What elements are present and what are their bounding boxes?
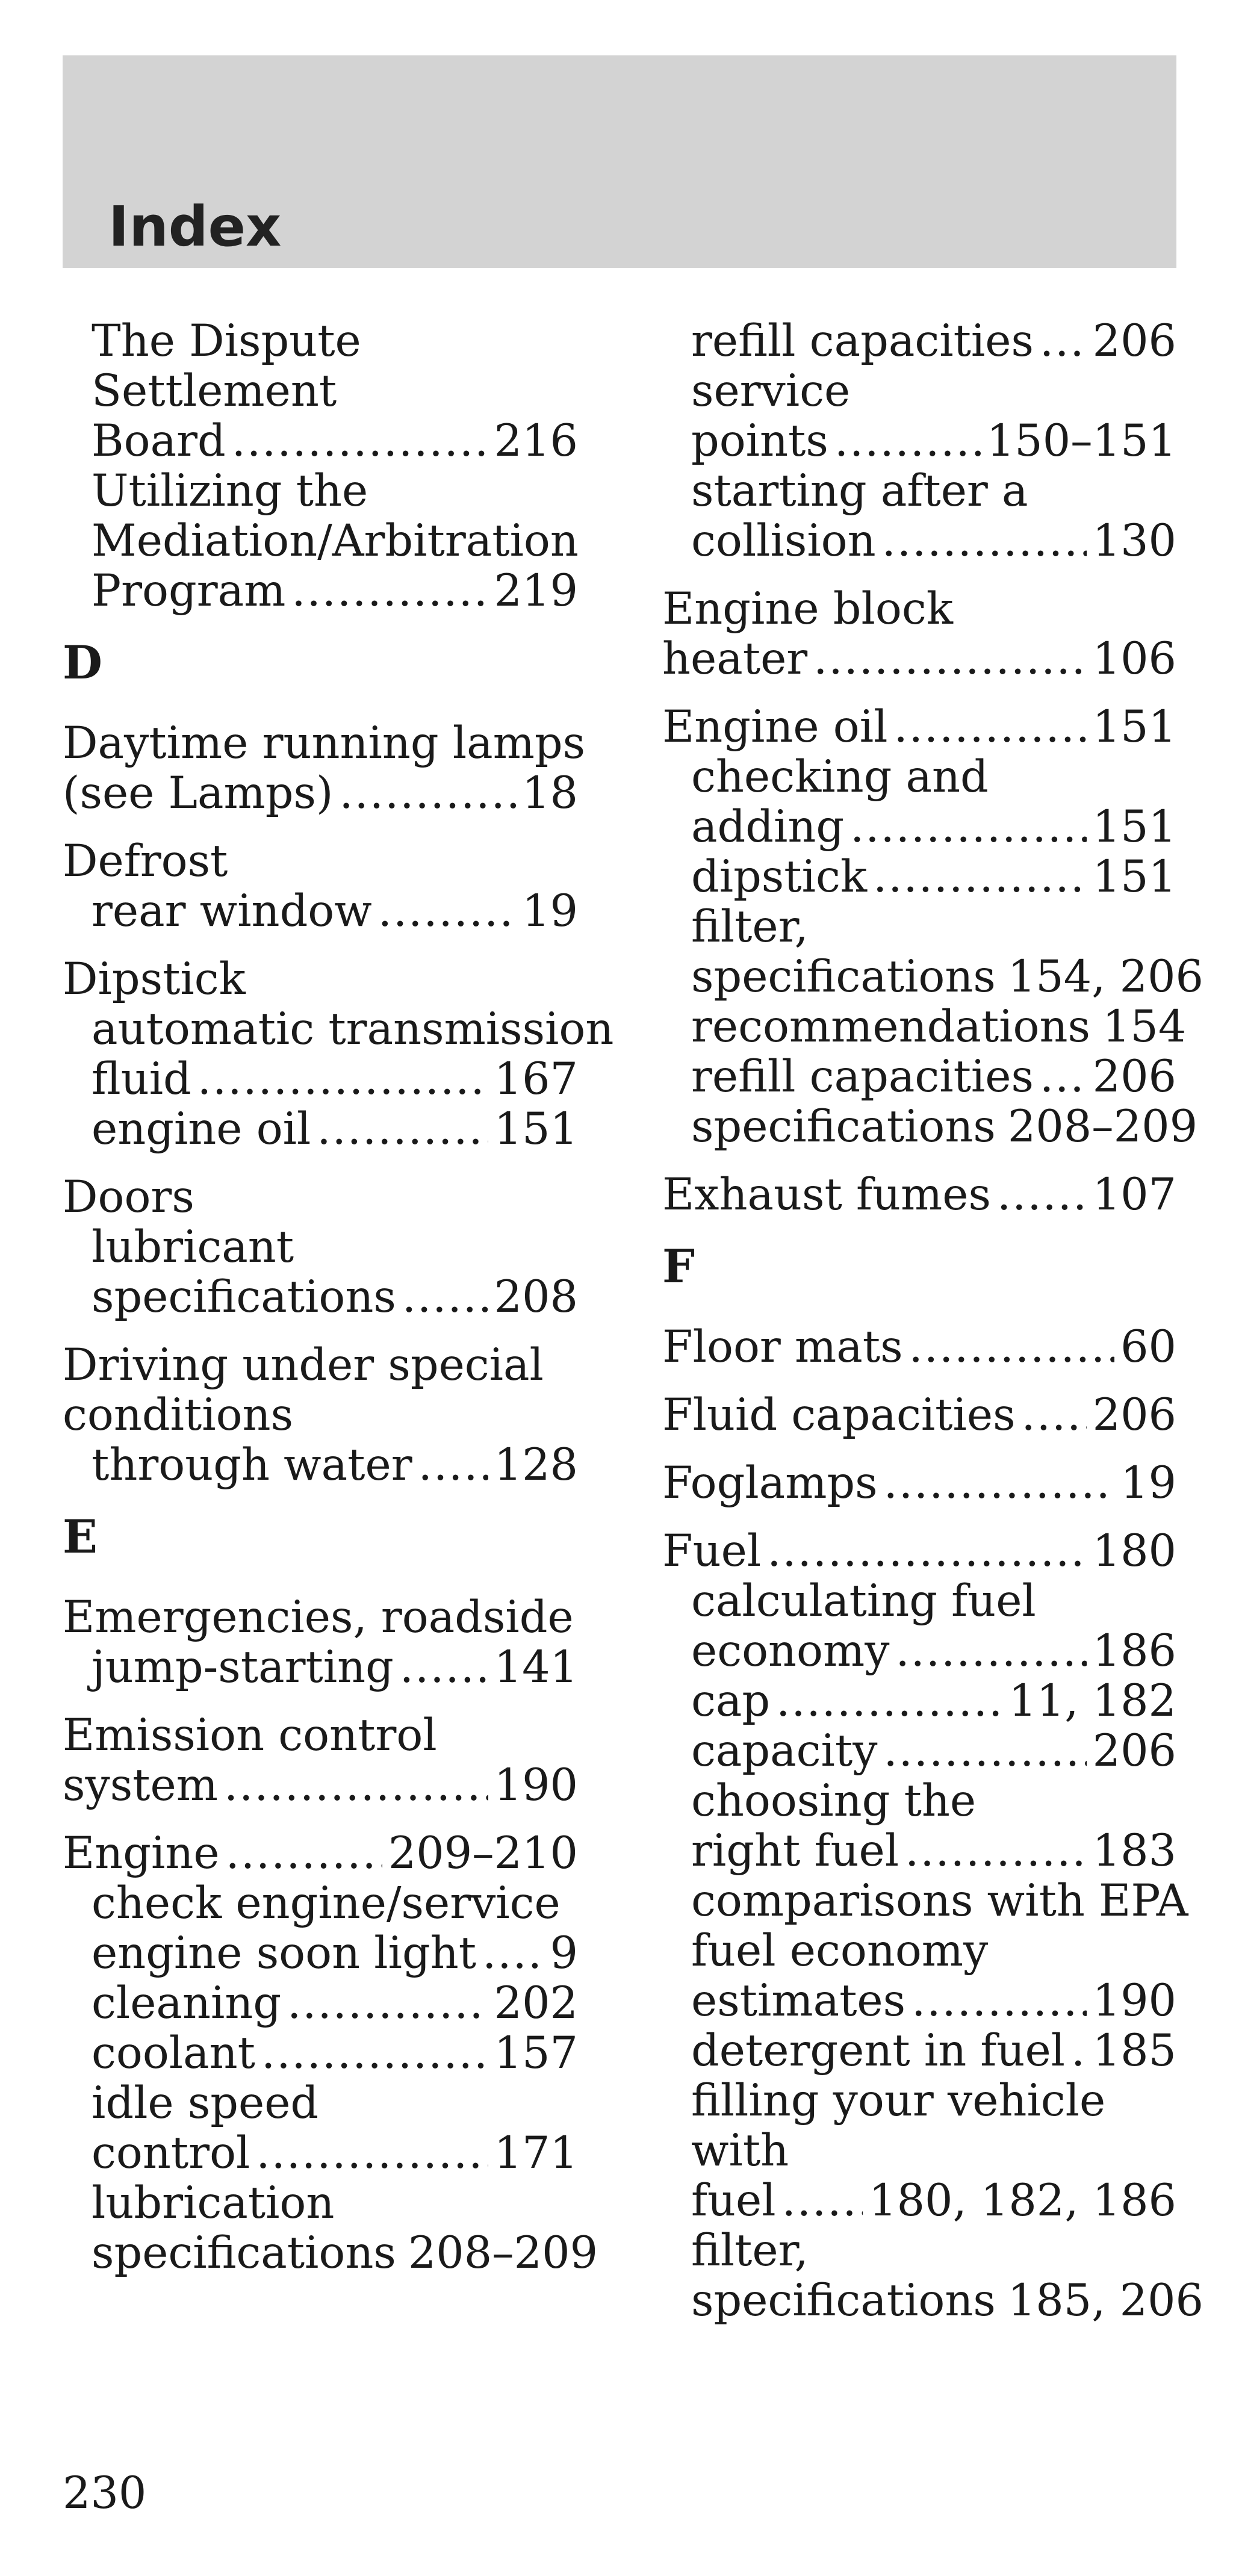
entry-text: lubrication bbox=[92, 2177, 335, 2229]
page-reference: 208 bbox=[494, 1271, 578, 1323]
dot-leader bbox=[1071, 2026, 1087, 2076]
dot-leader bbox=[402, 1272, 488, 1322]
entry-text: Program bbox=[92, 565, 286, 616]
dot-leader bbox=[895, 1626, 1086, 1676]
index-subentry-line bbox=[63, 1272, 578, 1322]
entry-text: refill capacities bbox=[691, 315, 1034, 367]
index-entry-line bbox=[63, 1592, 578, 1642]
entry-spacer bbox=[662, 1152, 1176, 1170]
dot-leader bbox=[882, 516, 1087, 566]
index-entry-line bbox=[63, 1340, 578, 1390]
entry-text: right fuel bbox=[691, 1825, 899, 1876]
entry-text: Doors bbox=[63, 1172, 194, 1223]
page-reference: 208–209 bbox=[408, 2227, 598, 2279]
dot-leader bbox=[232, 416, 488, 466]
dot-leader bbox=[909, 1322, 1115, 1372]
page-reference: 9 bbox=[550, 1928, 578, 1979]
index-subentry-line bbox=[63, 1222, 578, 1272]
index-entry-line bbox=[63, 1172, 578, 1222]
section-letter: F bbox=[662, 1240, 695, 1293]
entry-text: comparisons with EPA bbox=[691, 1875, 1188, 1926]
page-reference: 19 bbox=[522, 886, 578, 937]
index-entry bbox=[63, 718, 586, 819]
page-reference: 128 bbox=[494, 1439, 578, 1491]
page-reference: 11, 182 bbox=[1008, 1675, 1176, 1727]
page-reference: 154, 206 bbox=[1007, 951, 1203, 1002]
index-entry-line bbox=[63, 1760, 578, 1810]
index-subentry-line bbox=[662, 366, 1176, 416]
index-entry bbox=[63, 316, 578, 616]
page-reference: 206 bbox=[1092, 1389, 1176, 1441]
index-subentry-line bbox=[662, 1726, 1176, 1776]
index-entry bbox=[662, 584, 1176, 684]
entry-text: Driving under special bbox=[63, 1339, 544, 1391]
page-title: Index bbox=[108, 194, 282, 259]
entry-text: filling your vehicle bbox=[691, 2075, 1106, 2126]
page-reference: 107 bbox=[1092, 1169, 1176, 1220]
dot-leader bbox=[378, 886, 516, 936]
entry-text: estimates bbox=[691, 1975, 906, 2026]
dot-leader bbox=[767, 1526, 1086, 1576]
page-reference: 190 bbox=[1092, 1975, 1176, 2026]
index-subentry-line bbox=[662, 2026, 1176, 2076]
entry-text: Fluid capacities bbox=[662, 1389, 1016, 1441]
index-entry bbox=[662, 1322, 1176, 1372]
entry-text: Foglamps bbox=[662, 1457, 878, 1509]
entry-text: Floor mats bbox=[662, 1321, 903, 1373]
index-entry-line bbox=[63, 1828, 578, 1878]
index-subentry-line bbox=[662, 2226, 1176, 2276]
entry-spacer bbox=[63, 818, 578, 836]
index-subentry-line bbox=[662, 316, 1176, 366]
entry-text: refill capacities bbox=[691, 1051, 1034, 1102]
index-entry bbox=[63, 1710, 578, 1810]
entry-text: The Dispute bbox=[92, 315, 361, 367]
page-reference: 186 bbox=[1092, 1625, 1176, 1677]
index-subentry-line bbox=[63, 416, 578, 466]
dot-leader bbox=[776, 1676, 1002, 1726]
index-subentry-line bbox=[662, 951, 1203, 1002]
index-entry bbox=[662, 1525, 1203, 2326]
page-number: 230 bbox=[63, 2468, 147, 2519]
dot-leader bbox=[1040, 1052, 1087, 1102]
dot-leader bbox=[834, 416, 981, 466]
entry-text: Emission control bbox=[63, 1710, 437, 1761]
page-reference: 154 bbox=[1102, 1001, 1187, 1052]
entry-text: jump-starting bbox=[92, 1642, 394, 1693]
entry-text: capacity bbox=[691, 1725, 878, 1777]
page-reference: 202 bbox=[494, 1978, 578, 2029]
index-subentry-line bbox=[662, 466, 1176, 516]
entry-spacer bbox=[63, 1322, 578, 1340]
page-reference: 141 bbox=[494, 1642, 578, 1693]
index-entry-line bbox=[63, 954, 578, 1004]
index-entry-line bbox=[662, 1322, 1176, 1372]
entry-text: conditions bbox=[63, 1389, 294, 1441]
entry-text: specifications bbox=[92, 2227, 396, 2279]
dot-leader bbox=[400, 1642, 488, 1692]
index-entry bbox=[63, 1340, 578, 1490]
entry-text: with bbox=[691, 2125, 789, 2176]
index-subentry-line bbox=[63, 2078, 578, 2128]
index-entry bbox=[662, 701, 1203, 1152]
dot-leader bbox=[261, 2028, 488, 2078]
dot-leader bbox=[997, 1170, 1087, 1220]
index-subentry-line bbox=[63, 1004, 614, 1055]
page-reference: 151 bbox=[1092, 851, 1176, 902]
entry-text: Dipstick bbox=[63, 954, 246, 1005]
entry-text: check engine/service bbox=[92, 1878, 561, 1929]
entry-spacer bbox=[63, 1692, 578, 1710]
index-subentry-line bbox=[63, 2028, 578, 2078]
entry-spacer bbox=[662, 1372, 1176, 1390]
dot-leader bbox=[418, 1440, 488, 1490]
index-subentry-line bbox=[63, 1642, 578, 1692]
entry-text: service bbox=[691, 365, 851, 417]
entry-text: starting after a bbox=[691, 465, 1028, 517]
index-entry-line bbox=[662, 584, 1176, 634]
index-subentry-line bbox=[662, 1826, 1176, 1876]
index-subentry-line bbox=[662, 852, 1176, 902]
page-reference: 171 bbox=[494, 2128, 578, 2179]
page-reference: 151 bbox=[1092, 801, 1176, 852]
entry-text: cap bbox=[691, 1675, 771, 1727]
entry-text: specifications bbox=[92, 1271, 396, 1323]
index-entry bbox=[63, 1828, 598, 2279]
dot-leader bbox=[782, 2176, 863, 2226]
index-entry bbox=[63, 836, 578, 936]
page-reference: 151 bbox=[494, 1103, 578, 1155]
index-entry bbox=[63, 1172, 578, 1322]
page-reference: 206 bbox=[1092, 315, 1176, 367]
dot-leader bbox=[912, 1976, 1087, 2026]
entry-text: through water bbox=[92, 1439, 412, 1491]
entry-text: filter, bbox=[691, 901, 809, 952]
dot-leader bbox=[256, 2128, 488, 2178]
entry-text: Mediation/Arbitration bbox=[92, 515, 579, 566]
entry-text: Fuel bbox=[662, 1525, 762, 1577]
entry-text: recommendations bbox=[691, 1001, 1090, 1052]
index-column-left bbox=[63, 315, 614, 2279]
page-reference: 208–209 bbox=[1007, 1101, 1198, 1152]
index-subentry-line bbox=[662, 2126, 1176, 2176]
page-reference: 206 bbox=[1092, 1725, 1176, 1777]
entry-text: (see Lamps) bbox=[63, 768, 334, 819]
page-reference: 19 bbox=[1120, 1457, 1176, 1509]
entry-text: specifications bbox=[691, 2275, 996, 2326]
page-reference: 151 bbox=[1092, 701, 1176, 753]
index-subentry-line bbox=[662, 1926, 1176, 1976]
section-letter: E bbox=[63, 1510, 98, 1563]
index-subentry-line bbox=[662, 516, 1176, 566]
index-subentry-line bbox=[63, 1878, 578, 1928]
dot-leader bbox=[317, 1104, 488, 1154]
dot-leader bbox=[339, 768, 516, 818]
dot-leader bbox=[226, 1828, 382, 1878]
entry-text: fluid bbox=[92, 1054, 191, 1105]
index-subentry-line bbox=[63, 1054, 578, 1104]
entry-text: Defrost bbox=[63, 836, 228, 887]
entry-text: Emergencies, roadside bbox=[63, 1592, 574, 1643]
index-entry-line bbox=[63, 718, 586, 769]
page-reference: 183 bbox=[1092, 1825, 1176, 1876]
dot-leader bbox=[1040, 316, 1087, 366]
entry-text: coolant bbox=[92, 2028, 256, 2079]
index-entry-line bbox=[63, 768, 578, 818]
index-entry-line bbox=[63, 836, 578, 886]
entry-text: detergent in fuel bbox=[691, 2025, 1065, 2076]
index-entry-line bbox=[662, 702, 1176, 752]
page-reference: 106 bbox=[1092, 633, 1176, 684]
entry-text: system bbox=[63, 1760, 218, 1811]
index-header-band bbox=[63, 55, 1176, 268]
index-subentry-line bbox=[662, 1976, 1176, 2026]
index-subentry-line bbox=[63, 1440, 578, 1490]
dot-leader bbox=[197, 1054, 488, 1104]
dot-leader bbox=[884, 1458, 1114, 1508]
dot-leader bbox=[287, 1978, 488, 2028]
entry-text: engine oil bbox=[92, 1103, 311, 1155]
index-entry bbox=[662, 1170, 1176, 1220]
index-subentry-line bbox=[662, 2275, 1203, 2326]
entry-spacer bbox=[63, 1810, 578, 1828]
page-reference: 185 bbox=[1092, 2025, 1176, 2076]
page-reference: 18 bbox=[522, 768, 578, 819]
entry-text: filter, bbox=[691, 2225, 809, 2276]
entry-text: Board bbox=[92, 415, 226, 467]
index-subentry-line bbox=[63, 2178, 578, 2228]
page-reference: 190 bbox=[494, 1760, 578, 1811]
entry-spacer bbox=[662, 1508, 1176, 1526]
entry-text: calculating fuel bbox=[691, 1575, 1036, 1627]
index-entry-line bbox=[662, 1526, 1176, 1576]
index-subentry-line bbox=[63, 886, 578, 936]
entry-text: Engine block bbox=[662, 583, 953, 635]
dot-leader bbox=[850, 802, 1087, 852]
index-subentry-line bbox=[662, 1676, 1176, 1726]
entry-text: control bbox=[92, 2128, 250, 2179]
index-entry bbox=[662, 1390, 1176, 1440]
index-subentry-line bbox=[63, 2227, 598, 2279]
index-subentry-line bbox=[662, 1576, 1176, 1626]
page-reference: 150–151 bbox=[986, 415, 1176, 467]
entry-text: automatic transmission bbox=[92, 1004, 614, 1055]
entry-text: cleaning bbox=[92, 1978, 282, 2029]
entry-text: choosing the bbox=[691, 1775, 977, 1826]
page-reference: 180 bbox=[1092, 1525, 1176, 1577]
dot-leader bbox=[905, 1826, 1087, 1876]
entry-spacer bbox=[63, 1154, 578, 1172]
dot-leader bbox=[893, 702, 1086, 752]
dot-leader bbox=[291, 566, 488, 616]
entry-text: engine soon light bbox=[92, 1928, 477, 1979]
entry-text: fuel bbox=[691, 2175, 776, 2226]
index-subentry-line bbox=[63, 566, 578, 616]
entry-text: collision bbox=[691, 515, 876, 566]
index-subentry-line bbox=[662, 1776, 1176, 1826]
index-entry-line bbox=[662, 634, 1176, 684]
dot-leader bbox=[813, 634, 1086, 684]
index-entry-line bbox=[63, 1710, 578, 1760]
index-subentry-line bbox=[662, 1626, 1176, 1676]
index-subentry-line bbox=[662, 1875, 1188, 1926]
index-entry-line bbox=[662, 1170, 1176, 1220]
index-subentry-line bbox=[662, 416, 1176, 466]
index-subentry-line bbox=[63, 316, 578, 366]
entry-spacer bbox=[662, 566, 1176, 584]
entry-text: rear window bbox=[92, 886, 372, 937]
index-subentry-line bbox=[662, 802, 1176, 852]
index-column-right bbox=[662, 315, 1203, 2326]
entry-text: dipstick bbox=[691, 851, 868, 902]
page-reference: 180, 182, 186 bbox=[869, 2175, 1176, 2226]
entry-text: Settlement bbox=[92, 365, 337, 417]
entry-text: lubricant bbox=[92, 1221, 294, 1273]
index-subentry-line bbox=[63, 1978, 578, 2028]
index-subentry-line bbox=[63, 366, 578, 416]
index-entry-line bbox=[63, 1390, 578, 1440]
entry-text: idle speed bbox=[92, 2078, 319, 2129]
entry-spacer bbox=[662, 1440, 1176, 1458]
index-subentry-line bbox=[662, 2076, 1176, 2126]
entry-text: heater bbox=[662, 633, 808, 684]
page-reference: 219 bbox=[494, 565, 578, 616]
dot-leader bbox=[224, 1760, 488, 1810]
index-subentry-line bbox=[662, 1052, 1176, 1102]
index-entry bbox=[63, 954, 614, 1155]
page-reference: 216 bbox=[494, 415, 578, 467]
entry-text: Daytime running lamps bbox=[63, 718, 586, 769]
entry-text: Engine bbox=[63, 1828, 220, 1879]
page-reference: 167 bbox=[494, 1054, 578, 1105]
entry-text: fuel economy bbox=[691, 1925, 989, 1976]
index-subentry-line bbox=[63, 466, 578, 516]
dot-leader bbox=[883, 1726, 1086, 1776]
page-reference: 157 bbox=[494, 2028, 578, 2079]
page-reference: 130 bbox=[1092, 515, 1176, 566]
index-entry bbox=[63, 1592, 578, 1692]
index-entry-line bbox=[662, 1458, 1176, 1508]
index-subentry-line bbox=[662, 902, 1176, 952]
page-reference: 60 bbox=[1120, 1321, 1176, 1373]
index-subentry-line bbox=[63, 516, 578, 566]
dot-leader bbox=[482, 1928, 544, 1978]
index-subentry-line bbox=[63, 1104, 578, 1154]
entry-text: economy bbox=[691, 1625, 890, 1677]
page-reference: 185, 206 bbox=[1007, 2275, 1203, 2326]
entry-text: specifications bbox=[691, 951, 996, 1002]
entry-spacer bbox=[63, 936, 578, 954]
page-reference: 209–210 bbox=[388, 1828, 578, 1879]
index-entry bbox=[662, 1458, 1176, 1508]
index-subentry-line bbox=[662, 1001, 1187, 1052]
index-entry-line bbox=[662, 1390, 1176, 1440]
entry-spacer bbox=[662, 684, 1176, 702]
entry-text: Utilizing the bbox=[92, 465, 368, 517]
section-letter: D bbox=[63, 636, 102, 689]
dot-leader bbox=[873, 852, 1087, 902]
index-subentry-line bbox=[662, 752, 1176, 802]
entry-text: adding bbox=[691, 801, 845, 852]
index-subentry-line bbox=[63, 1928, 578, 1978]
index-subentry-line bbox=[662, 2176, 1176, 2226]
entry-text: checking and bbox=[691, 751, 989, 802]
index-subentry-line bbox=[63, 2128, 578, 2178]
entry-text: Exhaust fumes bbox=[662, 1169, 991, 1220]
entry-text: specifications bbox=[691, 1101, 996, 1152]
entry-text: Engine oil bbox=[662, 701, 888, 753]
entry-text: points bbox=[691, 415, 828, 467]
index-subentry-line bbox=[662, 1101, 1198, 1152]
index-entry bbox=[662, 316, 1176, 566]
dot-leader bbox=[1022, 1390, 1087, 1440]
page-reference: 206 bbox=[1092, 1051, 1176, 1102]
